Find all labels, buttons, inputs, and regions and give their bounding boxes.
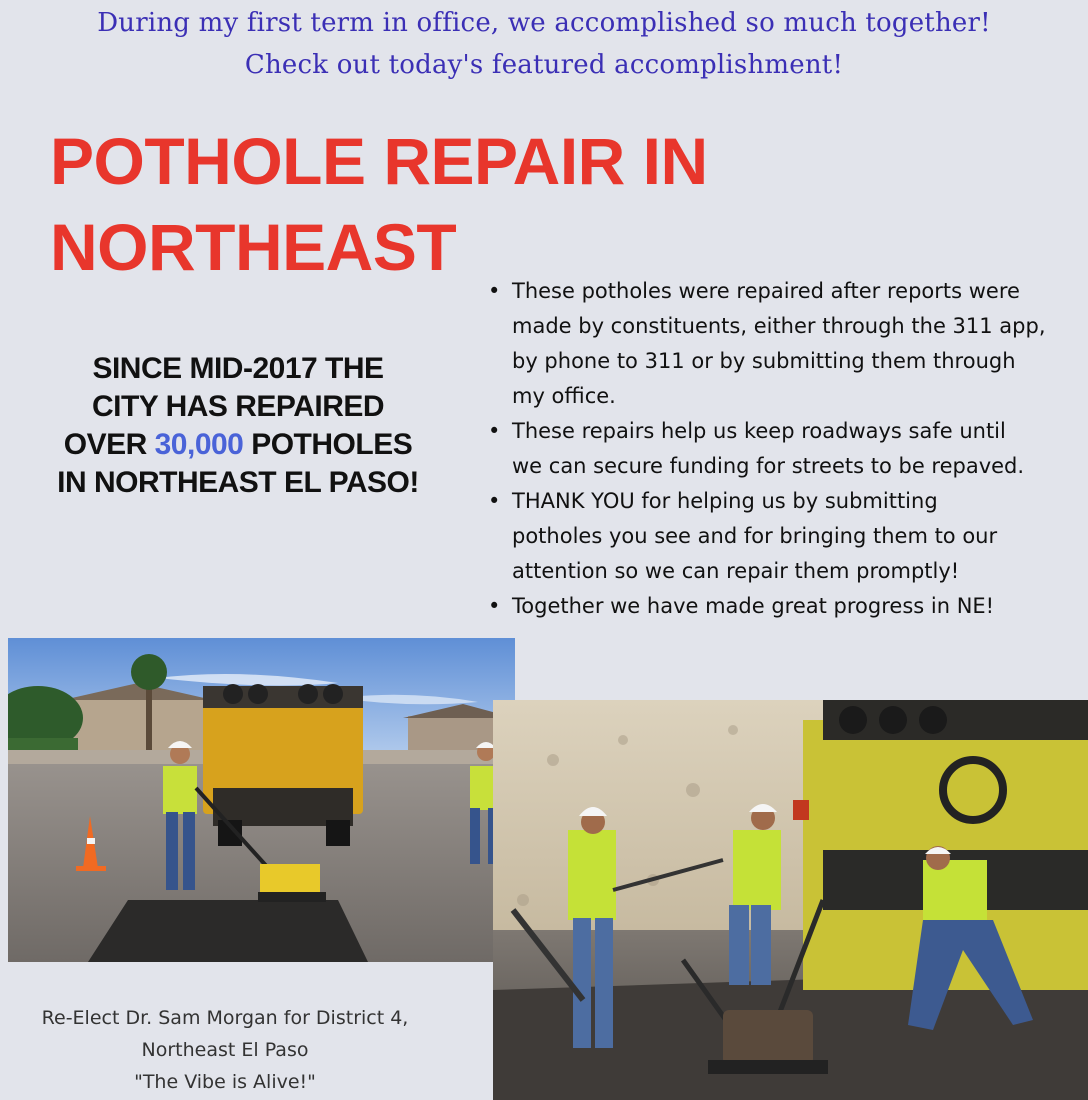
bullet-item bbox=[488, 589, 1088, 624]
stat-line-4: IN NORTHEAST EL PASO! bbox=[57, 466, 419, 499]
pothole-count: 30,000 bbox=[154, 428, 244, 461]
bullet-text-line: made by constituents, either through the 311 app, bbox=[512, 314, 1046, 338]
bullet-dot-icon: • bbox=[488, 279, 501, 303]
pothole-stat-block bbox=[18, 350, 458, 502]
footer-line-2: Northeast El Paso bbox=[141, 1039, 309, 1061]
intro-line-1: During my first term in office, we accomplished so much together! bbox=[97, 8, 991, 38]
bullet-text-line: Together we have made great progress in NE! bbox=[512, 594, 995, 618]
bullet-list bbox=[488, 274, 1088, 624]
bullet-dot-icon: • bbox=[488, 594, 501, 618]
title-line-1: POTHOLE REPAIR IN bbox=[50, 124, 708, 198]
footer-slogan: "The Vibe is Alive!" bbox=[134, 1071, 316, 1093]
bullet-item bbox=[488, 274, 1088, 414]
bullet-text-line: by phone to 311 or by submitting them through bbox=[512, 349, 1016, 373]
bullet-dot-icon: • bbox=[488, 489, 501, 513]
stat-line-1: SINCE MID-2017 THE bbox=[92, 352, 384, 385]
bullet-text-line: we can secure funding for streets to be repaved. bbox=[512, 454, 1025, 478]
bullet-text-line: THANK YOU for helping us by submitting bbox=[512, 489, 938, 513]
bullet-item bbox=[488, 414, 1088, 484]
intro-line-2: Check out today's featured accomplishment! bbox=[244, 50, 844, 80]
bullet-text-line: These repairs help us keep roadways safe until bbox=[512, 419, 1006, 443]
bullet-dot-icon: • bbox=[488, 419, 501, 443]
campaign-footer bbox=[0, 1002, 450, 1098]
title-line-2: NORTHEAST bbox=[50, 210, 457, 284]
bullet-text-line: my office. bbox=[512, 384, 616, 408]
stat-line-3 bbox=[18, 426, 458, 464]
stat-line-2: CITY HAS REPAIRED bbox=[91, 390, 385, 423]
stat-suffix: POTHOLES bbox=[243, 428, 413, 461]
pothole-repair-photo-crew bbox=[493, 700, 1088, 1100]
stat-prefix: OVER bbox=[63, 428, 155, 461]
bullet-item bbox=[488, 484, 1088, 589]
page-title bbox=[50, 118, 770, 290]
bullet-text-line: potholes you see and for bringing them to our bbox=[512, 524, 998, 548]
pothole-repair-photo-street bbox=[8, 638, 515, 962]
bullet-text-line: These potholes were repaired after reports were bbox=[512, 279, 1020, 303]
bullet-text-line: attention so we can repair them promptly! bbox=[512, 559, 960, 583]
footer-line-1: Re-Elect Dr. Sam Morgan for District 4, bbox=[41, 1007, 409, 1029]
